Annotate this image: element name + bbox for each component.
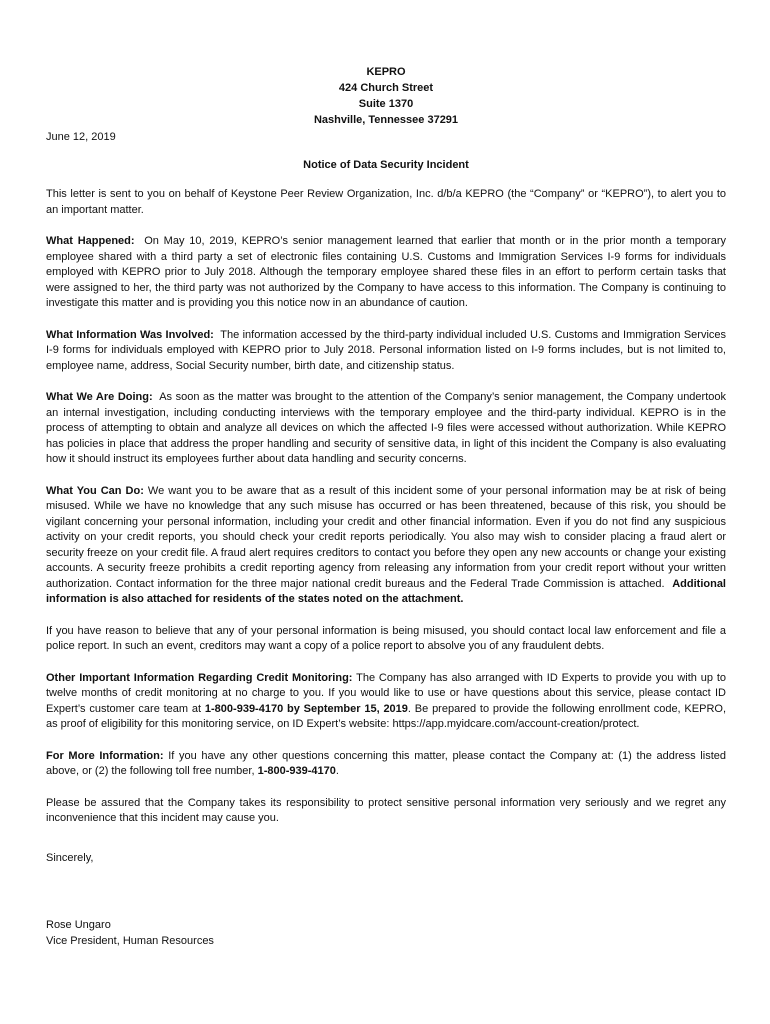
- assurance-paragraph: Please be assured that the Company takes its responsibility to protect sensitive personal information very seriously and we regret any inconvenience that this incident may cause you.: [46, 796, 726, 824]
- what-you-can-do-text: We want you to be aware that as a result of this incident some of your personal information may be at risk of being misused. While we have no knowledge that any such misuse has occurred or has been threatened, because of this risk, you should be vigilant concerning your personal information, including your credit and other financial information. Even if you do not find any suspicious activity on your credit reports, you should check your credit reports periodically. You also may wish to consider placing a fraud alert or security freeze on your credit file. A fraud alert requires creditors to contact you before they open any new accounts or change your existing accounts. A security freeze prohibits a credit reporting agency from releasing any information from your credit report without your written authorization. Contact information for the three major national credit bureaus and the Federal Trade Commission is attached.: [46, 484, 726, 590]
- more-info-text: If you have any other questions concerning this matter, please contact the Company at: (1) the address listed above, or (2) the following toll free number,: [46, 749, 726, 777]
- what-you-can-do-heading: What You Can Do:: [46, 484, 144, 497]
- what-we-are-doing-text: As soon as the matter was brought to the attention of the Company’s senior management, the Company undertook an internal investigation, including conducting interviews with the temporary employee and the third-party individual. KEPRO is in the process of attempting to obtain and analyze all devices on which the affected I-9 files were accessed without authorization. While KEPRO has policies in place that address the proper handling and security of sensitive data, in light of this incident the Company is also evaluating how it should instruct its employees further about data handling and security concerns.: [46, 391, 726, 465]
- signer-title: Vice President, Human Resources: [46, 934, 214, 947]
- what-information-text: The information accessed by the third-party individual included U.S. Customs and Immigration Services I-9 forms for individuals employed with KEPRO prior to July 2018. Personal information listed on I-9 forms includes, but is not limited to, employee name, address, Social Security number, birth date, and citizenship status.: [46, 328, 727, 372]
- letter: [46, 64, 726, 949]
- what-happened-heading: What Happened:: [46, 235, 135, 247]
- what-information-heading: What Information Was Involved:: [46, 328, 214, 341]
- city-state-zip: Nashville, Tennessee 37291: [313, 114, 459, 126]
- street-address: 424 Church Street: [338, 82, 434, 94]
- intro-paragraph: This letter is sent to you on behalf of Keystone Peer Review Organization, Inc. d/b/a KEPRO (the “Company” or “KEPRO”), to alert you to an important matter.: [46, 188, 726, 216]
- credit-monitoring-text-end: . Be prepared to provide the following enrollment code, KEPRO, as proof of eligibility for this monitoring service, on ID Expert’s website: https://app.myidcare.com/account-creation/protect.: [46, 702, 727, 730]
- what-happened-section: [46, 234, 726, 312]
- org-name: KEPRO: [366, 66, 406, 78]
- what-you-can-do-section: [46, 484, 726, 608]
- more-info-heading: For More Information:: [46, 749, 164, 762]
- more-info-end: .: [335, 765, 339, 777]
- signature-block: [46, 918, 726, 949]
- suite: Suite 1370: [358, 98, 414, 110]
- closing: Sincerely,: [46, 851, 94, 864]
- what-we-are-doing-heading: What We Are Doing:: [46, 391, 153, 403]
- credit-monitoring-text: The Company has also arranged with ID Experts to provide you with up to twelve months of credit monitoring at no charge to you. If you would like to use or have questions about this service, please contact ID Expert’s customer care team at: [46, 671, 726, 715]
- what-information-section: [46, 328, 726, 375]
- credit-monitoring-heading: Other Important Information Regarding Credit Monitoring:: [46, 671, 353, 684]
- letter-date: June 12, 2019: [46, 131, 116, 143]
- signer-name: Rose Ungaro: [46, 919, 111, 931]
- toll-free-number: 1-800-939-4170: [257, 765, 336, 777]
- notice-title: Notice of Data Security Incident: [303, 158, 469, 171]
- credit-monitoring-phone-deadline: 1-800-939-4170 by September 15, 2019: [204, 702, 408, 715]
- misuse-paragraph: If you have reason to believe that any of your personal information is being misused, you should contact local law enforcement and file a police report. In such an event, creditors may want a copy of a police report to absolve you of any fraudulent debts.: [46, 624, 726, 652]
- what-happened-text: On May 10, 2019, KEPRO’s senior management learned that earlier that month or in the prior month a temporary employee shared with a third party a set of electronic files containing U.S. Customs and Immigration Services I-9 forms for individuals employed with KEPRO prior to July 2018. Although the temporary employee shared these files in an effort to perform certain tasks that were assigned to her, the third party was not authorized by the Company to have access to this information. The Company is continuing to investigate this matter and is providing you this notice now in an abundance of caution.: [46, 235, 726, 309]
- attachment-note: Additional information is also attached for residents of the states noted on the attachment.: [46, 577, 726, 605]
- credit-monitoring-section: [46, 671, 726, 733]
- letterhead-address: [46, 64, 726, 128]
- more-info-section: [46, 749, 726, 780]
- what-we-are-doing-section: [46, 390, 726, 468]
